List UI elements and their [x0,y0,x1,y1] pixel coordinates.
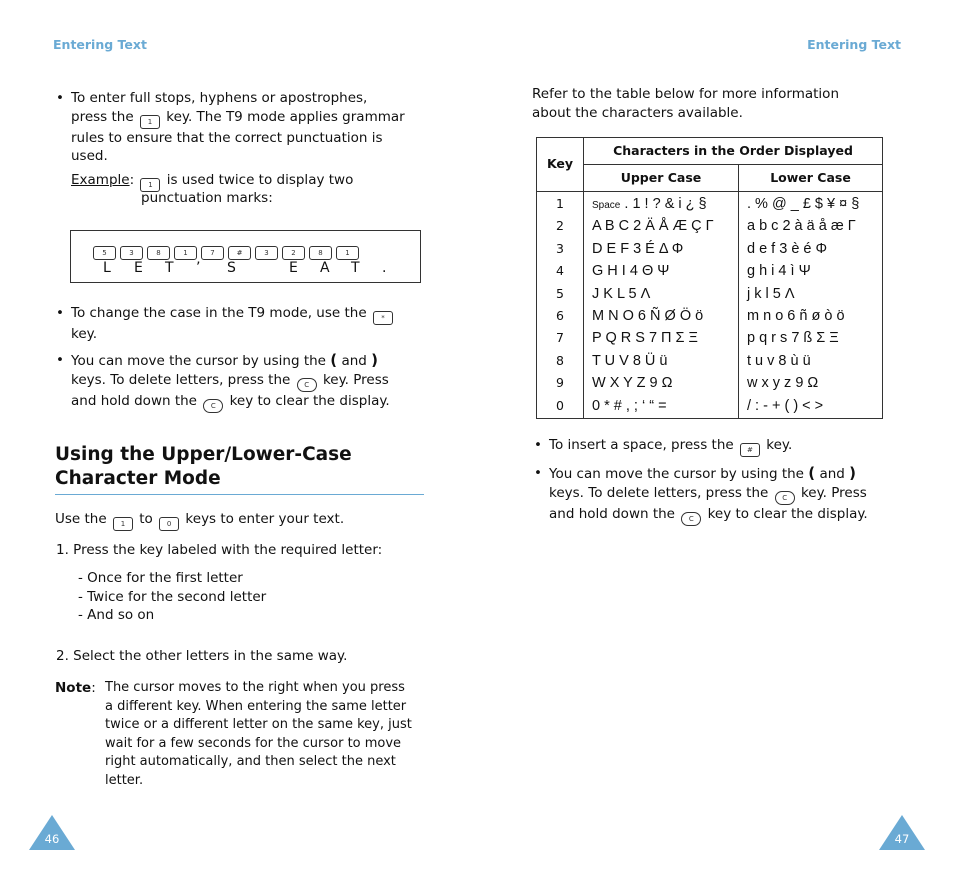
upper-case-chars: J K L 5 Λ [592,285,651,302]
lower-case-chars: g h i 4 ì Ψ [747,263,811,280]
note-body [105,679,412,790]
bullet-change-case [56,304,428,344]
key-cell: 1 [556,196,564,211]
key-1-icon: 1 [140,178,160,192]
sub-step: - Twice for the second letter [78,588,267,605]
note-label-wrap [55,679,96,698]
upper-case-chars: A B C 2 Ä Å Æ Ç Γ [592,218,714,235]
bullet-move-cursor [56,351,428,413]
left-key-icon: ( [808,464,816,482]
note-label: Note [55,680,92,696]
note-line: wait for a few seconds for the cursor to move [105,735,402,751]
upper-case-chars: G H I 4 Θ Ψ [592,263,670,280]
clear-key-icon: C [297,378,317,392]
key-column [537,192,584,419]
lower-case-chars: a b c 2 à ä å æ Γ [747,218,856,235]
text-line: To insert a space, press the [549,437,734,453]
text-line: to [139,511,153,527]
text-line: key. [71,326,97,342]
key-3-icon: 3 [120,246,143,260]
text-line: keys. To delete letters, press the [549,484,769,501]
key-3-icon: 3 [255,246,278,260]
text-line: keys. To delete letters, press the [71,371,291,388]
sub-step: - Once for the first letter [78,570,243,586]
bullet-dot: • [56,352,64,368]
right-key-icon: ) [849,464,856,482]
text-line: about the characters available. [532,104,743,121]
key-cell: 0 [556,397,564,413]
use-keys-line [55,510,344,531]
text-line: Use the [55,511,107,527]
text-line: key. Press [322,371,389,388]
example-letter: E [134,260,143,276]
upper-case-chars: Space . 1 ! ? & i ¿ § [592,196,707,212]
upper-case-chars: M N O 6 Ñ Ø Ö ö [592,307,704,324]
page-number-right: 47 [894,832,910,846]
bullet-dot: • [534,437,542,453]
key-cell: 9 [556,375,564,391]
lower-case-chars: p q r s 7 ß Σ Ξ [747,330,839,347]
text-line: You can move the cursor by using the [549,466,804,482]
example-letter: E [289,260,298,276]
lower-case-header: Lower Case [739,165,883,192]
sub-step: - And so on [78,607,155,623]
example-label: Example [71,172,130,188]
character-table [536,137,883,419]
text-line: and hold down the [549,505,675,522]
lower-case-chars: j k l 5 Λ [747,285,795,302]
clear-key-icon: C [775,491,795,505]
upper-case-chars: 0 * # , ; ‘ “ = [592,397,667,414]
note-line: right automatically, and then select the next [105,754,396,769]
text-line: press the [71,108,134,125]
clear-key-icon: C [203,399,223,413]
key-1-icon: 1 [140,115,160,129]
example-letter: L [103,260,111,276]
section-title [55,443,424,495]
lower-case-chars: d e f 3 è é Φ [747,240,828,257]
example-letter: A [320,260,330,276]
text-line: You can move the cursor by using the [71,353,326,369]
upper-case-chars: T U V 8 Ü ü [592,352,668,369]
running-header-right: Entering Text [807,37,901,52]
key-1-icon: 1 [174,246,197,260]
star-key-icon: * [373,311,393,325]
text-line: used. [71,148,108,164]
key-cell: 5 [556,285,564,301]
key-cell: 2 [556,218,564,234]
example-letter: S [227,260,236,276]
lower-case-column [739,192,883,419]
step-2: 2. Select the other letters in the same way. [56,648,348,664]
note-line: twice or a different letter on the same key, just [105,717,412,732]
bullet-dot: • [56,305,64,321]
key-cell: 6 [556,307,564,323]
key-1-icon: 1 [336,246,359,260]
lower-case-chars: w x y z 9 Ω [747,375,819,392]
text-line: rules to ensure that the correct punctuation is [71,129,383,146]
example-letter: . [382,260,387,276]
text-line: punctuation marks: [141,190,273,206]
upper-case-column [584,192,739,419]
key-5-icon: 5 [93,246,116,260]
key-cell: 3 [556,240,564,256]
key-cell: 4 [556,263,564,279]
bullet-insert-space [534,436,904,457]
step-1: 1. Press the key labeled with the required letter: [56,542,383,558]
page-number-left: 46 [44,832,60,846]
example-letter: T [165,260,174,276]
right-key-icon: ) [371,351,378,369]
and-text: and [819,466,845,482]
key-7-icon: 7 [201,246,224,260]
section-title-line: Using the Upper/Lower-Case [55,444,352,465]
bullet-dot: • [534,465,542,481]
example-key-sequence [93,239,363,260]
key-cell: 8 [556,352,564,368]
hash-key-icon: # [740,443,760,457]
left-key-icon: ( [330,351,338,369]
text-line: To change the case in the T9 mode, use the [71,305,367,321]
upper-case-chars: P Q R S 7 Π Σ Ξ [592,330,698,347]
note-colon: : [91,680,96,696]
key-header: Key [537,138,584,192]
key-0-icon: 0 [159,517,179,531]
example-box [70,230,421,283]
text-line: key. [766,437,793,453]
lower-case-chars: t u v 8 ù ü [747,352,811,369]
text-line: key to clear the display. [707,505,868,522]
running-header-left: Entering Text [53,37,147,52]
key-hash-icon: # [228,246,251,260]
bullet-move-cursor-right [534,464,904,526]
text-line: keys to enter your text. [185,511,345,527]
key-8-icon: 8 [309,246,332,260]
note-line: a different key. When entering the same letter [105,698,407,714]
bullet-dot: • [56,90,64,106]
lower-case-chars: . % @ _ £ $ ¥ ¤ § [747,196,860,212]
text-line: and hold down the [71,392,197,409]
key-8-icon: 8 [147,246,170,260]
upper-case-chars: W X Y Z 9 Ω [592,375,673,392]
example-colon: : [129,172,135,188]
example-letters [103,259,413,278]
upper-case-header: Upper Case [584,165,739,192]
clear-key-icon: C [681,512,701,526]
text-line: To enter full stops, hyphens or apostrophes, [71,90,368,106]
table-intro [532,85,839,122]
group-header: Characters in the Order Displayed [584,138,883,165]
example-letter: ’ [196,260,201,276]
lower-case-chars: / : - + ( ) < > [747,397,824,414]
upper-case-chars: D E F 3 É Δ Φ [592,240,684,257]
text-line: key to clear the display. [229,392,390,409]
and-text: and [341,353,367,369]
text-line: key. Press [800,484,867,501]
note-line: The cursor moves to the right when you press [105,680,405,695]
example-letter: T [351,260,360,276]
text-line: key. The T9 mode applies grammar [166,108,405,125]
sub-steps [78,569,266,625]
key-cell: 7 [556,330,564,346]
text-line: Refer to the table below for more information [532,86,839,102]
space-label: Space [592,200,621,211]
bullet-full-stops [56,89,428,166]
text-line: is used twice to display two [166,172,354,188]
key-2-icon: 2 [282,246,305,260]
key-1-icon: 1 [113,517,133,531]
lower-case-chars: m n o 6 ñ ø ò ö [747,307,845,324]
section-title-line: Character Mode [55,468,221,489]
note-line: letter. [105,772,144,788]
